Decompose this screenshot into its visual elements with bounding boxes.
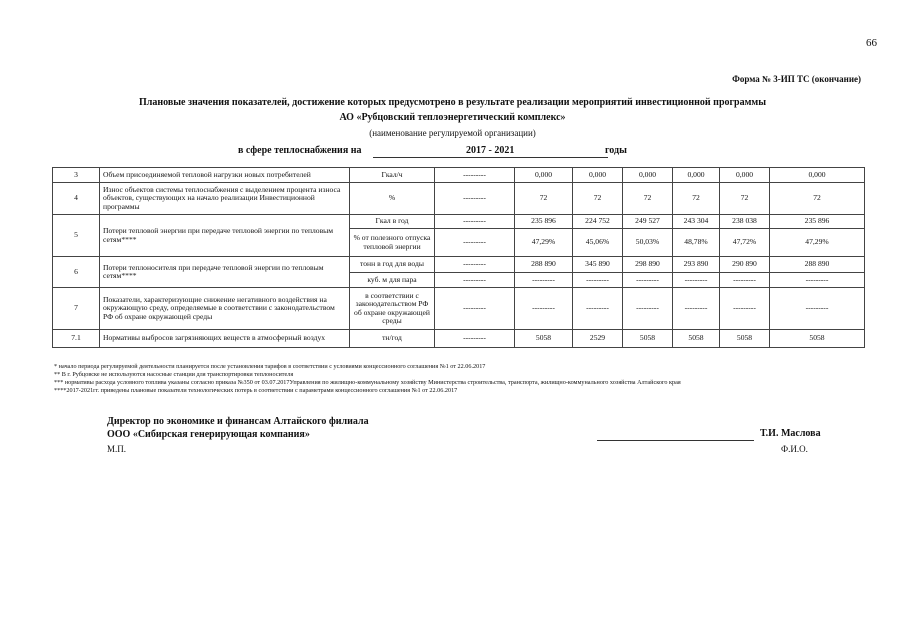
value-cell: --------- <box>515 273 573 288</box>
value-cell: 238 038 <box>720 215 770 229</box>
unit: Гкал в год <box>350 215 435 229</box>
base-value: --------- <box>435 330 515 348</box>
value-cell: 47,29% <box>770 229 865 257</box>
value-cell: 48,78% <box>673 229 720 257</box>
footnote: ** В г. Рубцовске не используются насосные станции для транспортировки теплоносителя <box>54 371 294 378</box>
indicator-name: Потери тепловой энергии при передаче тепловой энергии по тепловым сетям**** <box>100 215 350 257</box>
value-cell: 72 <box>673 183 720 215</box>
value-cell: 224 752 <box>573 215 623 229</box>
indicators-table <box>52 167 865 348</box>
value-cell: 72 <box>623 183 673 215</box>
signatory-name: Т.И. Маслова <box>760 428 821 439</box>
indicator-name: Показатели, характеризующие снижение негативного воздействия на окружающую среду, определяемые в соответствии с законодательством РФ об охране окружающей среды <box>100 288 350 330</box>
value-cell: 5058 <box>623 330 673 348</box>
value-cell: --------- <box>673 273 720 288</box>
sphere-years: 2017 - 2021 <box>466 145 515 156</box>
page-number: 66 <box>866 37 877 49</box>
base-value: --------- <box>435 257 515 273</box>
value-cell: 5058 <box>720 330 770 348</box>
base-value: --------- <box>435 273 515 288</box>
value-cell: 0,000 <box>720 168 770 183</box>
document-title: Плановые значения показателей, достижение которых предусмотрено в результате реализации мероприятий инвестиционной программы <box>138 97 767 108</box>
value-cell: 50,03% <box>623 229 673 257</box>
value-cell: 5058 <box>673 330 720 348</box>
table-row <box>53 288 865 330</box>
row-number: 5 <box>53 215 100 257</box>
indicator-name: Износ объектов системы теплоснабжения с выделением процента износа объектов, существующих на начало реализации Инвестиционной программы <box>100 183 350 215</box>
sphere-label: в сфере теплоснабжения на <box>238 145 362 156</box>
unit: куб. м для пара <box>350 273 435 288</box>
value-cell: 72 <box>515 183 573 215</box>
value-cell: 243 304 <box>673 215 720 229</box>
unit: тн/год <box>350 330 435 348</box>
unit: тонн в год для воды <box>350 257 435 273</box>
value-cell: 0,000 <box>573 168 623 183</box>
indicator-name: Объем присоединяемой тепловой нагрузки новых потребителей <box>100 168 350 183</box>
organization-name: АО «Рубцовский теплоэнергетический комплекс» <box>339 112 566 123</box>
value-cell: --------- <box>770 288 865 330</box>
unit: % <box>350 183 435 215</box>
value-cell: --------- <box>770 273 865 288</box>
value-cell: 5058 <box>770 330 865 348</box>
stamp-placeholder: М.П. <box>107 444 127 454</box>
position-line: Директор по экономике и финансам Алтайского филиала <box>107 416 369 427</box>
row-number: 3 <box>53 168 100 183</box>
value-cell: 288 890 <box>515 257 573 273</box>
signatory-position <box>107 415 369 441</box>
table-row <box>53 257 865 273</box>
value-cell: 290 890 <box>720 257 770 273</box>
base-value: --------- <box>435 183 515 215</box>
footnote: *** нормативы расхода условного топлива указаны согласно приказа №350 от 03.07.2017Управления по жилищно-коммунальному хозяйству Министерства строительства, транспорта, жилищно-коммунального хозяйства Алтайского края <box>54 379 681 386</box>
value-cell: --------- <box>623 288 673 330</box>
value-cell: --------- <box>573 273 623 288</box>
table-row <box>53 215 865 229</box>
row-number: 4 <box>53 183 100 215</box>
value-cell: 2529 <box>573 330 623 348</box>
value-cell: --------- <box>515 288 573 330</box>
footnote: ****2017-2021гг. приведены плановые показатели технологических потерь в соответствии с параметрами концессионного соглашения №1 от 22.06.2017 <box>54 387 458 394</box>
value-cell: 249 527 <box>623 215 673 229</box>
indicator-name: Нормативы выбросов загрязняющих веществ в атмосферный воздух <box>100 330 350 348</box>
value-cell: 5058 <box>515 330 573 348</box>
signature-line <box>597 440 754 441</box>
value-cell: 45,06% <box>573 229 623 257</box>
value-cell: 0,000 <box>515 168 573 183</box>
value-cell: 298 890 <box>623 257 673 273</box>
table-row <box>53 183 865 215</box>
base-value: --------- <box>435 215 515 229</box>
footnotes <box>54 363 874 395</box>
unit: в соответствии с законодательством РФ об охране окружающей среды <box>350 288 435 330</box>
value-cell: 72 <box>573 183 623 215</box>
value-cell: 345 890 <box>573 257 623 273</box>
value-cell: 47,72% <box>720 229 770 257</box>
value-cell: 288 890 <box>770 257 865 273</box>
row-number: 6 <box>53 257 100 288</box>
value-cell: --------- <box>720 288 770 330</box>
value-cell: 235 896 <box>770 215 865 229</box>
footnote: * начало периода регулируемой деятельности планируется после установления тарифов в соответствии с условиями концессионного соглашения №1 от 22.06.2017 <box>54 363 486 370</box>
value-cell: --------- <box>573 288 623 330</box>
value-cell: --------- <box>673 288 720 330</box>
base-value: --------- <box>435 229 515 257</box>
value-cell: 72 <box>720 183 770 215</box>
unit: % от полезного отпуска тепловой энергии <box>350 229 435 257</box>
value-cell: --------- <box>720 273 770 288</box>
base-value: --------- <box>435 288 515 330</box>
table-row <box>53 168 865 183</box>
value-cell: 47,29% <box>515 229 573 257</box>
base-value: --------- <box>435 168 515 183</box>
form-label: Форма № 3-ИП ТС (окончание) <box>732 74 861 84</box>
sphere-underline <box>373 157 608 158</box>
table-row <box>53 330 865 348</box>
value-cell: 0,000 <box>770 168 865 183</box>
value-cell: 235 896 <box>515 215 573 229</box>
indicator-name: Потери теплоносителя при передаче тепловой энергии по тепловым сетям**** <box>100 257 350 288</box>
company-line: ООО «Сибирская генерирующая компания» <box>107 429 310 440</box>
row-number: 7 <box>53 288 100 330</box>
organization-caption: (наименование регулируемой организации) <box>369 128 536 138</box>
value-cell: --------- <box>623 273 673 288</box>
value-cell: 0,000 <box>623 168 673 183</box>
value-cell: 0,000 <box>673 168 720 183</box>
unit: Гкал/ч <box>350 168 435 183</box>
name-caption: Ф.И.О. <box>781 444 808 454</box>
row-number: 7.1 <box>53 330 100 348</box>
sphere-suffix: годы <box>605 145 627 156</box>
value-cell: 72 <box>770 183 865 215</box>
value-cell: 293 890 <box>673 257 720 273</box>
